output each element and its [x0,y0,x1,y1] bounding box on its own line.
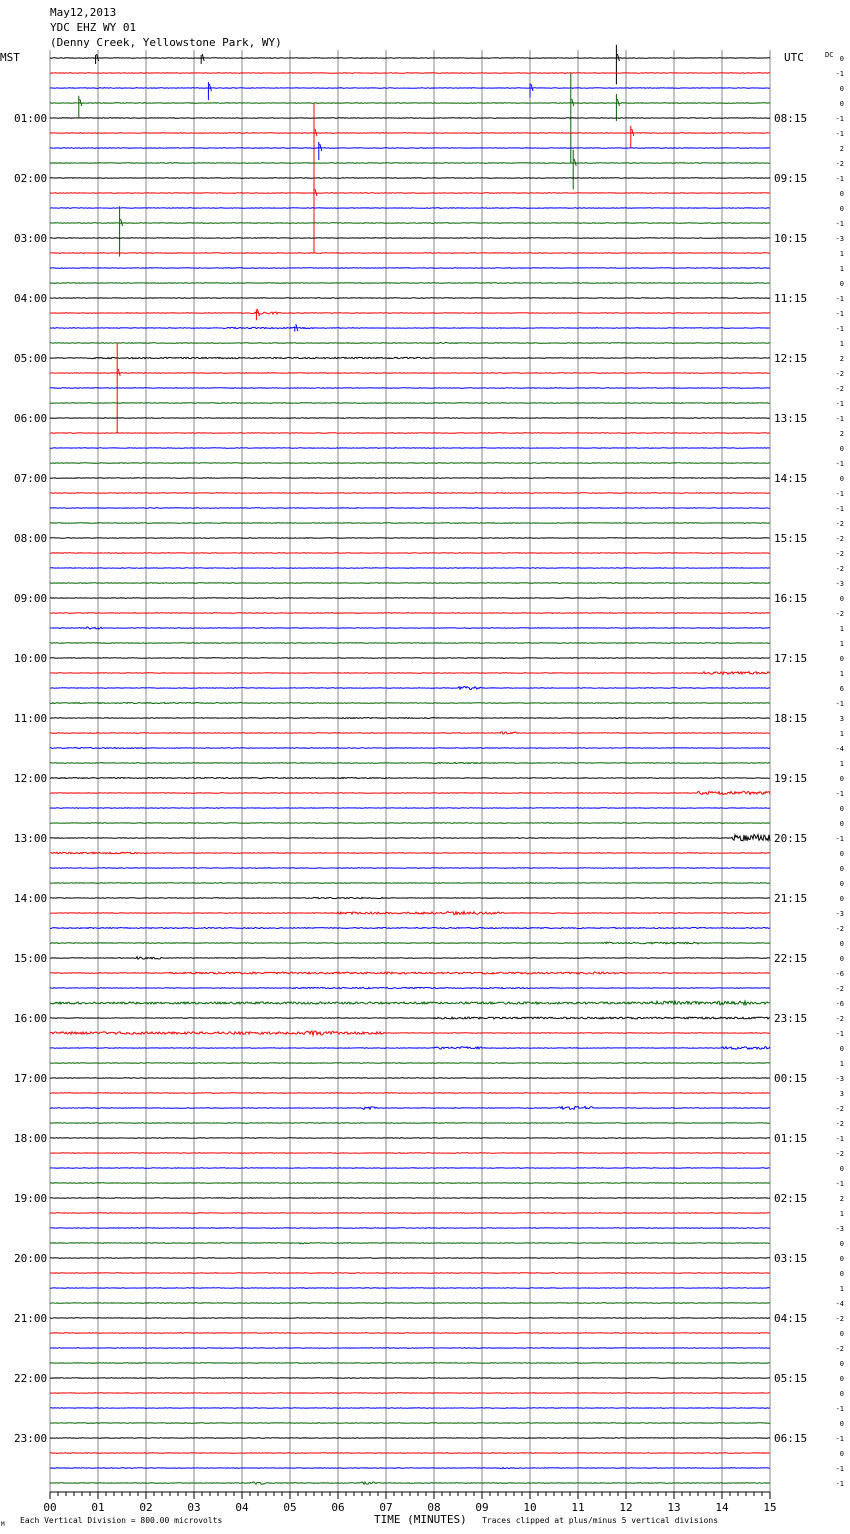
dc-offset-label: -3 [835,1225,844,1233]
trace-line [50,777,770,778]
dc-offset-label: -1 [835,220,844,228]
minute-gridlines [50,50,770,1492]
trace-line [50,283,770,284]
mst-hour-label: 22:00 [14,1372,48,1385]
x-axis-label: TIME (MINUTES) [374,1513,467,1526]
trace-line [50,911,770,914]
left-timezone-label: MST [0,51,20,64]
dc-offset-label: 0 [839,1360,844,1368]
dc-offset-label: 0 [839,895,844,903]
utc-hour-label: 11:15 [774,292,808,305]
trace-line [50,206,770,256]
trace-line [50,1078,770,1079]
mst-hour-label: 13:00 [14,832,48,845]
dc-offset-label: -1 [835,1135,844,1143]
dc-offset-label: -2 [835,370,844,378]
trace-line [50,1482,770,1484]
trace-line [50,1378,770,1379]
dc-offset-label: 3 [839,1090,844,1098]
dc-offset-label: 1 [839,1285,844,1293]
dc-offset-label: -2 [835,1345,844,1353]
dc-offset-label: -1 [835,415,844,423]
trace-line [50,523,770,524]
trace-line [50,702,770,703]
x-tick-label: 01 [91,1501,105,1514]
dc-offset-label: 1 [839,640,844,648]
dc-offset-label: 1 [839,265,844,273]
scale-note: Each Vertical Division = 800.00 microvolts [20,1516,223,1525]
dc-offset-label: -1 [835,310,844,318]
x-tick-label: 09 [475,1501,489,1514]
trace-line [50,598,770,599]
dc-offset-label: 0 [839,100,844,108]
dc-offset-label: 1 [839,760,844,768]
trace-line [50,238,770,239]
dc-offset-label: -1 [835,325,844,333]
trace-line [50,508,770,509]
trace-line [50,732,770,734]
dc-offset-label: -1 [835,1405,844,1413]
dc-offset-label: 0 [839,1390,844,1398]
header-location: (Denny Creek, Yellowstone Park, WY) [50,36,282,49]
trace-line [50,1438,770,1439]
trace-line [50,1031,770,1035]
trace-line [50,1258,770,1259]
dc-offset-label: -2 [835,160,844,168]
header-station: YDC EHZ WY 01 [50,21,137,34]
right-timezone-label: UTC [784,51,804,64]
dc-offset-label: 0 [839,1165,844,1173]
trace-line [50,568,770,569]
utc-hour-label: 03:15 [774,1252,808,1265]
trace-line [50,1001,770,1005]
trace-line [50,672,770,675]
trace-line [50,1303,770,1304]
trace-line [50,987,770,988]
x-tick-label: 14 [715,1501,729,1514]
trace-line [50,762,770,763]
dc-offset-label: 0 [839,85,844,93]
trace-line [50,808,770,809]
dc-offset-label: 0 [839,820,844,828]
trace-line [50,538,770,539]
mst-hour-labels [14,112,47,1445]
dc-offset-label: 6 [839,685,844,693]
dc-offset-label: 1 [839,670,844,678]
trace-line [50,852,770,854]
dc-offset-label: -3 [835,910,844,918]
mst-hour-label: 19:00 [14,1192,48,1205]
dc-offset-label: 0 [839,1045,844,1053]
utc-hour-label: 20:15 [774,832,808,845]
trace-line [50,747,770,748]
dc-offset-label: -2 [835,1150,844,1158]
dc-offset-label: -1 [835,460,844,468]
x-tick-label: 12 [619,1501,633,1514]
mst-hour-label: 02:00 [14,172,48,185]
mst-hour-label: 04:00 [14,292,48,305]
trace-line [50,1228,770,1229]
dc-offset-label: 0 [839,880,844,888]
utc-hour-label: 13:15 [774,412,808,425]
dc-offset-label: -2 [835,385,844,393]
dc-offset-label: 0 [839,1270,844,1278]
trace-line [50,1138,770,1139]
dc-offset-label: -2 [835,550,844,558]
dc-offset-label: 1 [839,1210,844,1218]
trace-line [50,1168,770,1169]
trace-line [50,883,770,884]
trace-line [50,1153,770,1154]
dc-offset-label: 0 [839,205,844,213]
trace-line [50,253,770,254]
trace-line [50,1288,770,1289]
trace-line [50,643,770,644]
dc-offset-label: 0 [839,865,844,873]
trace-line [50,1047,770,1050]
dc-offset-label: 0 [839,1240,844,1248]
dc-offset-label: 0 [839,775,844,783]
x-tick-label: 11 [571,1501,585,1514]
dc-offset-label: -1 [835,1180,844,1188]
dc-offset-label: 0 [839,850,844,858]
utc-hour-label: 12:15 [774,352,808,365]
dc-offset-label: -2 [835,985,844,993]
mst-hour-label: 10:00 [14,652,48,665]
dc-offset-label: 1 [839,340,844,348]
dc-offset-label: -2 [835,1315,844,1323]
dc-offset-label: -3 [835,235,844,243]
dc-offset-label: 0 [839,280,844,288]
dc-offset-label: -2 [835,610,844,618]
dc-offset-label: 0 [839,1450,844,1458]
trace-line [50,1273,770,1274]
utc-hour-label: 02:15 [774,1192,808,1205]
trace-line [50,208,770,209]
trace-line [50,268,770,269]
dc-offset-label: -2 [835,565,844,573]
dc-offset-label: 0 [839,445,844,453]
trace-line [50,583,770,584]
trace-line [50,309,770,320]
dc-offset-label: -1 [835,130,844,138]
utc-hour-label: 15:15 [774,532,808,545]
trace-line [50,118,770,119]
trace-line [50,897,770,898]
trace-line [50,1363,770,1364]
x-axis [43,1492,776,1514]
trace-line [50,1467,770,1468]
x-tick-label: 04 [235,1501,249,1514]
mst-hour-label: 09:00 [14,592,48,605]
dc-offset-label: -1 [835,835,844,843]
mst-hour-label: 11:00 [14,712,48,725]
utc-hour-label: 05:15 [774,1372,808,1385]
x-tick-label: 00 [43,1501,57,1514]
mst-hour-label: 15:00 [14,952,48,965]
corner-mark: M [1,1521,5,1528]
dc-offset-label: 0 [839,940,844,948]
trace-line [50,418,770,419]
dc-offset-label: -2 [835,520,844,528]
trace-line [50,1348,770,1349]
trace-line [50,553,770,554]
x-tick-label: 08 [427,1501,441,1514]
dc-offset-label: 1 [839,250,844,258]
trace-line [50,1183,770,1184]
utc-hour-label: 16:15 [774,592,808,605]
utc-hour-label: 08:15 [774,112,808,125]
dc-offset-label: 1 [839,730,844,738]
dc-offset-label: -1 [835,1465,844,1473]
trace-line [50,1198,770,1199]
utc-hour-label: 14:15 [774,472,808,485]
trace-line [50,73,770,74]
trace-line [50,658,770,659]
trace-line [50,927,770,928]
trace-line [50,357,770,358]
dc-offset-label: -6 [835,970,844,978]
trace-line [50,972,770,974]
dc-offset-label: 0 [839,55,844,63]
trace-line [50,717,770,718]
mst-hour-label: 16:00 [14,1012,48,1025]
trace-line [50,388,770,389]
trace-line [50,1243,770,1244]
dc-offset-label: -2 [835,1015,844,1023]
dc-offset-label: 2 [839,430,844,438]
trace-line [50,448,770,449]
dc-offset-label: -3 [835,580,844,588]
dc-offset-label: 2 [839,355,844,363]
trace-line [50,1393,770,1394]
trace-line [50,627,770,629]
trace-line [50,791,770,794]
trace-line [50,1213,770,1214]
trace-line [50,613,770,614]
trace-line [50,403,770,404]
dc-offset-label: 0 [839,1420,844,1428]
trace-line [50,868,770,869]
dc-offset-label: 0 [839,1330,844,1338]
trace-line [50,150,770,190]
dc-offset-label: -4 [835,1300,844,1308]
dc-offset-label: 0 [839,805,844,813]
mst-hour-label: 20:00 [14,1252,48,1265]
dc-offset-label: 0 [839,1255,844,1263]
trace-line [50,324,770,332]
dc-offset-label: -1 [835,70,844,78]
mst-hour-label: 12:00 [14,772,48,785]
dc-offset-label: -1 [835,790,844,798]
dc-offset-label: -2 [835,1105,844,1113]
dc-offset-label: -2 [835,925,844,933]
utc-hour-labels [774,112,807,1445]
dc-offset-label: 2 [839,145,844,153]
dc-offset-label: 0 [839,595,844,603]
trace-line [50,1318,770,1319]
trace-line [50,478,770,479]
trace-line [50,343,770,344]
dc-offset-label: 3 [839,715,844,723]
x-tick-label: 10 [523,1501,537,1514]
dc-offset-label: -6 [835,1000,844,1008]
trace-line [50,957,770,959]
trace-line [50,1123,770,1124]
dc-offset-label: -2 [835,1120,844,1128]
seismogram-traces [50,45,770,1485]
x-tick-label: 15 [763,1501,777,1514]
utc-hour-label: 17:15 [774,652,808,665]
utc-hour-label: 18:15 [774,712,808,725]
dc-offset-label: -1 [835,175,844,183]
dc-offset-label: -1 [835,115,844,123]
dc-offset-label: 2 [839,1195,844,1203]
dc-offset-label: 0 [839,1375,844,1383]
trace-line [50,1106,770,1109]
trace-line [50,433,770,434]
trace-line [50,82,770,100]
mst-hour-label: 17:00 [14,1072,48,1085]
trace-line [50,1333,770,1334]
dc-offset-label: -4 [835,745,844,753]
trace-line [50,1063,770,1064]
x-tick-label: 13 [667,1501,681,1514]
mst-hour-label: 05:00 [14,352,48,365]
clip-note: Traces clipped at plus/minus 5 vertical divisions [482,1516,719,1525]
trace-line [50,835,770,841]
dc-offset-label: -1 [835,1030,844,1038]
utc-hour-label: 06:15 [774,1432,808,1445]
trace-line [50,823,770,824]
mst-hour-label: 01:00 [14,112,48,125]
dc-offset-label: 1 [839,625,844,633]
mst-hour-label: 18:00 [14,1132,48,1145]
trace-line [50,463,770,464]
trace-line [50,45,770,85]
dc-offset-label: -1 [835,1435,844,1443]
dc-offset-label: -1 [835,490,844,498]
mst-hour-label: 14:00 [14,892,48,905]
trace-line [50,1453,770,1454]
utc-hour-label: 04:15 [774,1312,808,1325]
utc-hour-label: 00:15 [774,1072,808,1085]
dc-offset-label: 1 [839,1060,844,1068]
x-tick-label: 02 [139,1501,153,1514]
x-tick-label: 05 [283,1501,297,1514]
x-tick-label: 06 [331,1501,345,1514]
dc-offset-label: 0 [839,655,844,663]
x-tick-label: 03 [187,1501,201,1514]
dc-offset-label: 0 [839,955,844,963]
utc-hour-label: 23:15 [774,1012,808,1025]
x-tick-label: 07 [379,1501,393,1514]
trace-line [50,686,770,689]
trace-line [50,1423,770,1424]
trace-line [50,1017,770,1019]
mst-hour-label: 07:00 [14,472,48,485]
utc-hour-label: 19:15 [774,772,808,785]
dc-offset-label: -1 [835,295,844,303]
mst-hour-label: 08:00 [14,532,48,545]
dc-offset-label: 0 [839,475,844,483]
mst-hour-label: 23:00 [14,1432,48,1445]
trace-line [50,142,770,160]
trace-line [50,493,770,494]
dc-offset-label: -1 [835,505,844,513]
header-date: May12,2013 [50,6,117,19]
dc-offset-labels [836,55,844,1488]
dc-offset-label: 0 [839,190,844,198]
utc-hour-label: 22:15 [774,952,808,965]
utc-hour-label: 21:15 [774,892,808,905]
dc-label: DC [825,51,834,59]
dc-offset-label: -1 [835,400,844,408]
utc-hour-label: 01:15 [774,1132,808,1145]
trace-line [50,298,770,299]
utc-hour-label: 09:15 [774,172,808,185]
dc-offset-label: -1 [835,700,844,708]
dc-offset-label: -2 [835,535,844,543]
mst-hour-label: 03:00 [14,232,48,245]
trace-line [50,178,770,179]
mst-hour-label: 06:00 [14,412,48,425]
dc-offset-label: -1 [835,1480,844,1488]
dc-offset-label: -3 [835,1075,844,1083]
utc-hour-label: 10:15 [774,232,808,245]
trace-line [50,1408,770,1409]
trace-line [50,942,770,944]
trace-line [50,1093,770,1094]
mst-hour-label: 21:00 [14,1312,48,1325]
